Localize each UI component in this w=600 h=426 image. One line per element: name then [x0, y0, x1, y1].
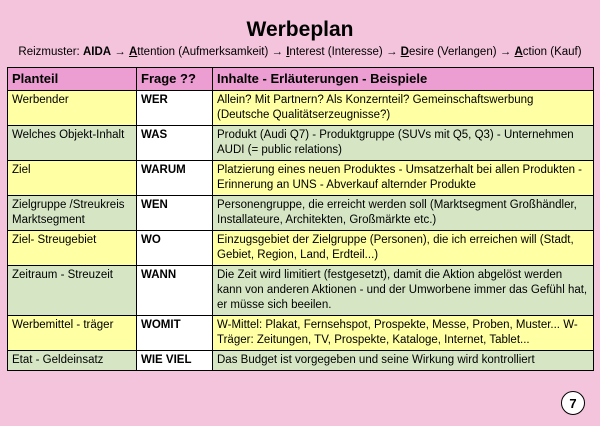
inhalt-cell: Produkt (Audi Q7) - Produktgruppe (SUVs mit Q5, Q3) - Unternehmen AUDI (= public relations)	[213, 126, 594, 161]
table-row	[8, 266, 594, 316]
inhalt-cell: Das Budget ist vorgegeben und seine Wirkung wird kontrolliert	[213, 351, 594, 371]
subtitle-attention: ttention (Aufmerksamkeit)	[137, 46, 269, 58]
table-row	[8, 126, 594, 161]
subtitle-desire: esire (Verlangen)	[408, 46, 497, 58]
frage-cell: WANN	[137, 266, 213, 316]
table-row	[8, 196, 594, 231]
subtitle-a2-letter: A	[514, 46, 523, 58]
subtitle-action: ction (Kauf)	[522, 46, 582, 58]
werbeplan-table	[7, 67, 594, 371]
page-number-badge: 7	[561, 391, 585, 415]
planteil-cell: Werbender	[8, 91, 137, 126]
frage-cell: WARUM	[137, 161, 213, 196]
inhalt-cell: Platzierung eines neuen Produktes - Umsatzerhalt bei allen Produkten - Erinnerung an UNS - Abverkauf alternder Produkte	[213, 161, 594, 196]
subtitle-interest: nterest (Interesse)	[289, 46, 383, 58]
table-row	[8, 316, 594, 351]
subtitle-prefix: Reizmuster:	[18, 46, 83, 58]
table-row	[8, 351, 594, 371]
subtitle-i-letter: I	[286, 46, 290, 58]
table-row	[8, 161, 594, 196]
page-title: Werbeplan	[246, 18, 354, 41]
frage-cell: WO	[137, 231, 213, 266]
subtitle	[0, 46, 600, 58]
planteil-cell: Zielgruppe /Streukreis Marktsegment	[8, 196, 137, 231]
header-inhalte: Inhalte - Erläuterungen - Beispiele	[213, 68, 594, 91]
subtitle-aida: AIDA	[82, 46, 112, 58]
subtitle-a-letter: A	[128, 46, 138, 58]
inhalt-cell: W-Mittel: Plakat, Fernsehspot, Prospekte, Messe, Proben, Muster... W-Träger: Zeitungen, TV, Prospekte, Kataloge, Internet, Tablet...	[213, 316, 594, 351]
planteil-cell: Werbemittel - träger	[8, 316, 137, 351]
header-planteil: Planteil	[8, 68, 137, 91]
frage-cell: WEN	[137, 196, 213, 231]
planteil-cell: Zeitraum - Streuzeit	[8, 266, 137, 316]
table-row	[8, 91, 594, 126]
table-header-row	[8, 68, 594, 91]
arrow-icon: →	[114, 46, 126, 58]
arrow-icon: →	[499, 46, 512, 58]
table-row	[8, 231, 594, 266]
arrow-icon: →	[385, 46, 398, 58]
frage-cell: WOMIT	[137, 316, 213, 351]
frage-cell: WAS	[137, 126, 213, 161]
planteil-cell: Welches Objekt-Inhalt	[8, 126, 137, 161]
planteil-cell: Ziel- Streugebiet	[8, 231, 137, 266]
header-frage: Frage ??	[137, 68, 213, 91]
planteil-cell: Etat - Geldeinsatz	[8, 351, 137, 371]
arrow-icon: →	[271, 46, 284, 58]
frage-cell: WER	[137, 91, 213, 126]
inhalt-cell: Personengruppe, die erreicht werden soll (Marktsegment Großhändler, Installateure, Architekten, Großmärkte etc.)	[213, 196, 594, 231]
frage-cell: WIE VIEL	[137, 351, 213, 371]
inhalt-cell: Die Zeit wird limitiert (festgesetzt), damit die Aktion abgelöst werden kann von anderen Aktionen - und der Umworbene immer das Gefühl hat, er müsse sich beeilen.	[213, 266, 594, 316]
subtitle-d-letter: D	[400, 46, 409, 58]
planteil-cell: Ziel	[8, 161, 137, 196]
inhalt-cell: Allein? Mit Partnern? Als Konzernteil? Gemeinschaftswerbung (Deutsche Qualitätserzeugnisse?)	[213, 91, 594, 126]
inhalt-cell: Einzugsgebiet der Zielgruppe (Personen), die ich erreichen will (Stadt, Gebiet, Region, Land, Erdteil...)	[213, 231, 594, 266]
